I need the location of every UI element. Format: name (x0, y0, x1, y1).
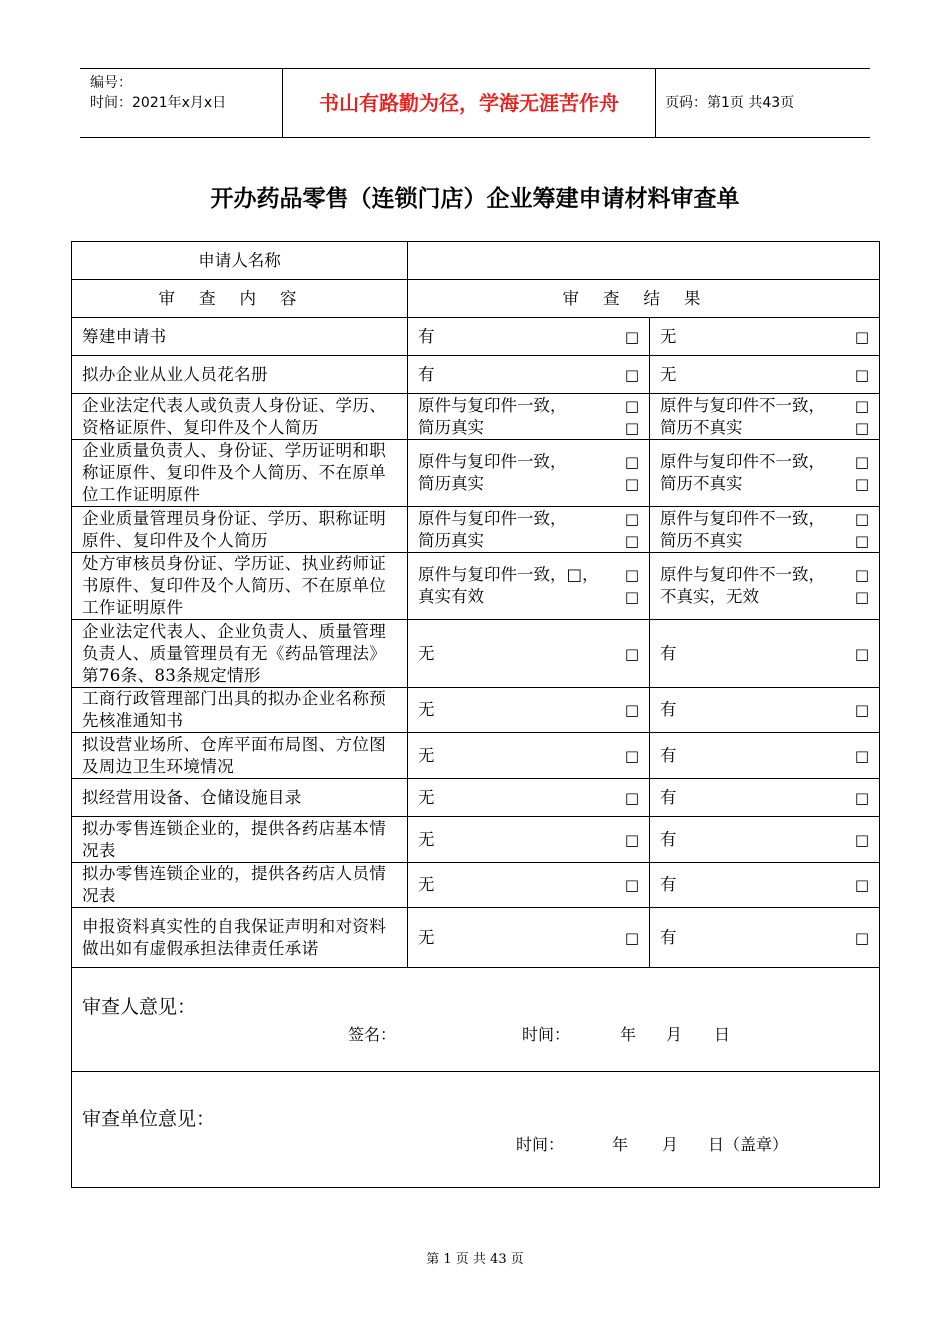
review-row (72, 908, 880, 968)
review-item: 拟经营用设备、仓储设施目录 (72, 779, 408, 817)
checkbox-icon[interactable]: □ (854, 531, 869, 550)
checkbox-icon[interactable]: □ (854, 746, 869, 765)
result-option-text: 无 (418, 700, 435, 719)
checkbox-icon[interactable]: □ (854, 566, 869, 584)
checkbox-icon[interactable]: □ (854, 509, 869, 528)
unit-opinion-cell[interactable] (72, 1072, 880, 1188)
result-option-left (408, 440, 650, 507)
result-option-text: 有 (660, 927, 677, 947)
review-row (72, 779, 880, 817)
checkbox-icon[interactable]: □ (624, 644, 639, 663)
result-option-text: 简历真实 (418, 530, 484, 550)
result-option-right (650, 908, 880, 968)
unit-opinion-label: 审查单位意见： (82, 1108, 216, 1130)
unit-opinion-row (72, 1072, 880, 1188)
reviewer-opinion-row (72, 968, 880, 1072)
result-option-text: 简历不真实 (660, 530, 743, 550)
result-option-left (408, 620, 650, 688)
review-row (72, 440, 880, 507)
result-option-text: 简历真实 (418, 417, 484, 437)
review-row (72, 620, 880, 688)
result-option-left (408, 733, 650, 779)
column-header-result: 审查结果 (408, 280, 880, 318)
review-item: 工商行政管理部门出具的拟办企业名称预先核准通知书 (72, 688, 408, 733)
result-option-right (650, 507, 880, 553)
checkbox-icon[interactable]: □ (854, 644, 869, 663)
review-item: 拟设营业场所、仓库平面布局图、方位图及周边卫生环境情况 (72, 733, 408, 779)
checkbox-icon[interactable]: □ (854, 830, 869, 849)
result-option-left (408, 908, 650, 968)
result-option-text: 原件与复印件不一致， (660, 508, 825, 528)
reviewer-opinion-label: 审查人意见： (82, 996, 197, 1018)
checkbox-icon[interactable]: □ (624, 418, 639, 437)
result-option-right (650, 356, 880, 394)
result-option-text: 原件与复印件一致， (418, 508, 567, 528)
result-option-text: 有 (660, 829, 677, 849)
result-option-text: 有 (660, 745, 677, 765)
result-option-right (650, 863, 880, 908)
checkbox-icon[interactable]: □ (854, 701, 869, 719)
result-option-text: 无 (418, 745, 435, 765)
review-row (72, 318, 880, 356)
document-title: 开办药品零售（连锁门店）企业筹建申请材料审查单 (210, 186, 740, 212)
result-option-text: 原件与复印件不一致， (660, 395, 825, 415)
applicant-row (72, 242, 880, 280)
result-option-text: 无 (660, 364, 677, 384)
checkbox-icon[interactable]: □ (624, 396, 639, 415)
reviewer-time-label: 时间： (522, 1025, 571, 1044)
review-row (72, 733, 880, 779)
reviewer-opinion-cell[interactable] (72, 968, 880, 1072)
reviewer-day-label: 日 (714, 1025, 731, 1044)
review-item: 处方审核员身份证、学历证、执业药师证书原件、复印件及个人简历、不在原单位工作证明原件 (72, 553, 408, 620)
result-option-right (650, 817, 880, 863)
time-label: 时间：2021年x月x日 (90, 95, 227, 111)
checkbox-icon[interactable]: □ (854, 475, 869, 493)
checkbox-icon[interactable]: □ (624, 509, 639, 528)
checkbox-icon[interactable]: □ (854, 396, 869, 415)
checkbox-icon[interactable]: □ (624, 928, 639, 947)
result-option-right (650, 553, 880, 620)
reviewer-year-label: 年 (620, 1025, 637, 1044)
checkbox-icon[interactable]: □ (624, 365, 639, 384)
number-label: 编号： (90, 75, 132, 91)
review-item: 申报资料真实性的自我保证声明和对资料做出如有虚假承担法律责任承诺 (72, 908, 408, 968)
checkbox-icon[interactable]: □ (854, 588, 869, 606)
checkbox-icon[interactable]: □ (624, 327, 639, 346)
result-option-right (650, 733, 880, 779)
checkbox-icon[interactable]: □ (854, 928, 869, 947)
review-item: 拟办零售连锁企业的，提供各药店人员情况表 (72, 863, 408, 908)
checkbox-icon[interactable]: □ (854, 788, 869, 807)
review-item: 拟办零售连锁企业的，提供各药店基本情况表 (72, 817, 408, 863)
review-row (72, 817, 880, 863)
result-option-text: 原件与复印件不一致， (660, 452, 825, 471)
result-option-text: 有 (660, 643, 677, 663)
result-option-text: 原件与复印件一致，□， (418, 565, 599, 584)
checkbox-icon[interactable]: □ (854, 365, 869, 384)
review-row (72, 394, 880, 440)
result-option-right (650, 318, 880, 356)
page-number-label: 页码：第1页 共43页 (665, 95, 795, 111)
page-header (80, 68, 870, 138)
checkbox-icon[interactable]: □ (854, 453, 869, 471)
result-option-right (650, 440, 880, 507)
result-option-left (408, 553, 650, 620)
checkbox-icon[interactable]: □ (624, 788, 639, 807)
result-option-left (408, 779, 650, 817)
page-footer: 第 1 页 共 43 页 (426, 1252, 524, 1267)
reviewer-sign-label: 签名： (348, 1025, 397, 1044)
checkbox-icon[interactable]: □ (624, 453, 639, 471)
reviewer-month-label: 月 (666, 1025, 683, 1044)
result-option-right (650, 394, 880, 440)
checkbox-icon[interactable]: □ (624, 830, 639, 849)
result-option-text: 原件与复印件一致， (418, 395, 567, 415)
result-option-left (408, 817, 650, 863)
result-option-text: 简历真实 (418, 474, 484, 493)
review-row (72, 688, 880, 733)
review-row (72, 863, 880, 908)
checkbox-icon[interactable]: □ (624, 746, 639, 765)
result-option-text: 无 (418, 875, 435, 894)
review-item: 企业法定代表人或负责人身份证、学历、资格证原件、复印件及个人简历 (72, 394, 408, 440)
result-option-left (408, 507, 650, 553)
applicant-label: 申请人名称 (72, 242, 408, 280)
review-item: 企业法定代表人、企业负责人、质量管理负责人、质量管理员有无《药品管理法》第76条、83条规定情形 (72, 620, 408, 688)
result-option-text: 无 (418, 927, 435, 947)
result-option-text: 有 (660, 700, 677, 719)
review-form-table (71, 241, 880, 1188)
review-item: 企业质量负责人、身份证、学历证明和职称证原件、复印件及个人简历、不在原单位工作证明原件 (72, 440, 408, 507)
result-option-text: 有 (660, 875, 677, 894)
unit-month-label: 月 (662, 1135, 679, 1154)
result-option-text: 有 (418, 326, 435, 346)
result-option-left (408, 394, 650, 440)
result-option-right (650, 779, 880, 817)
review-row (72, 507, 880, 553)
result-option-text: 无 (418, 829, 435, 849)
unit-time-label: 时间： (516, 1135, 565, 1154)
result-option-text: 有 (660, 787, 677, 807)
result-option-text: 无 (660, 326, 677, 346)
result-option-right (650, 688, 880, 733)
result-option-left (408, 318, 650, 356)
checkbox-icon[interactable]: □ (624, 588, 639, 606)
result-option-left (408, 863, 650, 908)
header-meta (90, 73, 280, 113)
checkbox-icon[interactable]: □ (854, 327, 869, 346)
column-header-content: 审查内容 (72, 280, 408, 318)
review-row (72, 553, 880, 620)
checkbox-icon[interactable]: □ (624, 876, 639, 894)
result-option-right (650, 620, 880, 688)
unit-year-label: 年 (612, 1135, 629, 1154)
result-option-text: 简历不真实 (660, 474, 743, 493)
checkbox-icon[interactable]: □ (854, 876, 869, 894)
checkbox-icon[interactable]: □ (624, 475, 639, 493)
result-option-text: 简历不真实 (660, 417, 743, 437)
checkbox-icon[interactable]: □ (624, 566, 639, 584)
result-option-text: 原件与复印件一致， (418, 452, 567, 471)
result-option-text: 不真实，无效 (660, 587, 759, 606)
checkbox-icon[interactable]: □ (624, 531, 639, 550)
review-item: 拟办企业从业人员花名册 (72, 356, 408, 394)
result-option-text: 无 (418, 643, 435, 663)
result-option-text: 原件与复印件不一致， (660, 565, 825, 584)
applicant-value-field[interactable] (408, 242, 880, 280)
header-motto: 书山有路勤为径，学海无涯苦作舟 (282, 69, 656, 137)
checkbox-icon[interactable]: □ (624, 701, 639, 719)
review-item: 企业质量管理员身份证、学历、职称证明原件、复印件及个人简历 (72, 507, 408, 553)
review-row (72, 356, 880, 394)
column-header-row (72, 280, 880, 318)
result-option-left (408, 356, 650, 394)
review-item: 筹建申请书 (72, 318, 408, 356)
result-option-left (408, 688, 650, 733)
result-option-text: 有 (418, 364, 435, 384)
result-option-text: 真实有效 (418, 587, 484, 606)
unit-day-seal-label: 日（盖章） (708, 1135, 789, 1154)
result-option-text: 无 (418, 787, 435, 807)
checkbox-icon[interactable]: □ (854, 418, 869, 437)
